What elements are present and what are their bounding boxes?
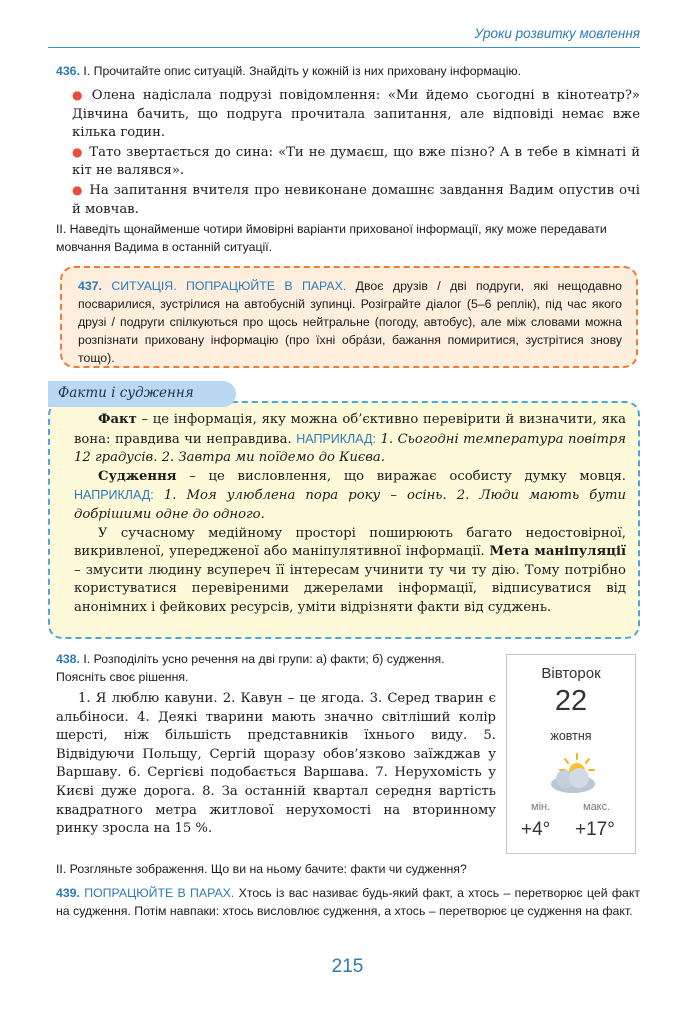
- running-head-title: Уроки розвитку мовлення: [474, 26, 640, 41]
- weather-min-label: мін.: [531, 801, 551, 813]
- task-number: 437.: [78, 279, 102, 293]
- example-label: НАПРИКЛАД:: [74, 488, 154, 503]
- term: Судження: [98, 468, 177, 484]
- example-label: НАПРИКЛАД:: [296, 431, 376, 446]
- paragraph-text: – змусити людину всупереч її інтересам учинити ту чи ту дію. Тому потрібно користуватися перевіреними джерелами інформації, відписуватися від анонімних і фейкових ресурсів, уміти відрізняти факти від суджень.: [74, 562, 626, 615]
- task-436-part2: [56, 220, 640, 256]
- task-number: 439.: [56, 886, 80, 900]
- weather-day: Вівторок: [541, 665, 601, 682]
- term: Факт: [98, 412, 137, 427]
- media-paragraph: [74, 525, 626, 618]
- partly-cloudy-icon: [543, 751, 603, 797]
- task-437-box: [60, 266, 638, 368]
- judgement-definition: [74, 468, 626, 525]
- task-text: ІІ. Розгляньте зображення. Що ви на ньому бачите: факти чи судження?: [56, 862, 467, 876]
- task-439-instruction: [56, 884, 640, 920]
- page-number: 215: [331, 956, 364, 977]
- task-438-sentences: 1. Я люблю кавуни. 2. Кавун – це ягода. 3. Серед тварин є альбіноси. 4. Деякі тварини мають значно світліший колір шерсті, ніж більшість представників їхнього виду. 5. Відвідуючи Польщу, Сергій щоразу обов’язково заїжджав у Варшаву. 6. Сергієві подобається Варшава. 7. Нерухомість у Києві дуже дорога. 8. За останній квартал середня вартість квадратного метра житлової нерухомості на вторинному ринку зросла на 15 %.: [56, 691, 496, 837]
- task-text: Двоє друзів / дві подруги, які нещодавно посварилися, зустрілися на автобусній зупинці. Розіграйте діалог (5–6 реплік), під час якого друзі / подруги спілкуються про щось нейтральне (погоду, автобус), але між словами можна розпізнати приховану інформацію (про їхні обрáзи, бажання помиритися, зустрітися знову тощо).: [78, 279, 622, 365]
- situation-item: [72, 181, 640, 219]
- weather-max-temp: +17°: [575, 819, 615, 840]
- weather-max-label: макс.: [583, 801, 611, 813]
- task-text: І. Розподіліть усно речення на дві групи: а) факти; б) судження. Поясніть своє рішення.: [56, 652, 445, 684]
- example-text: 1. Моя улюблена пора року – осінь. 2. Люди мають бути добрішими одне до одного.: [74, 488, 626, 522]
- task-438-part2: [56, 860, 640, 878]
- situation-text: Олена надіслала подрузі повідомлення: «Ми йдемо сьогодні в кінотеатр?» Дівчина бачить, що подруга прочитала запитання, але відповіді немає вже кілька годин.: [72, 88, 640, 141]
- situation-text: Тато звертається до сина: «Ти не думаєш, що вже пізно? А в тебе в кімнаті й кіт не валявся».: [72, 144, 640, 179]
- situation-item: [72, 143, 640, 181]
- situation-text: На запитання вчителя про невиконане домашнє завдання Вадим опустив очі й мовчав.: [72, 182, 640, 217]
- header-rule: [48, 47, 640, 48]
- definition-text: – це інформація, яку можна об’єктивно перевірити й визначити, яка вона: правдива чи неправдива.: [74, 412, 626, 447]
- fact-definition: [74, 411, 626, 468]
- bullet-icon: ●: [72, 144, 84, 159]
- bullet-icon: ●: [72, 182, 84, 197]
- task-436-situations: [72, 86, 640, 219]
- task-number: 436.: [56, 64, 80, 78]
- weather-card: [506, 654, 636, 854]
- situation-item: [72, 86, 640, 143]
- task-text: І. Прочитайте опис ситуацій. Знайдіть у кожній із них приховану інформацію.: [83, 64, 522, 78]
- definition-text: – це висловлення, що виражає особисту думку мовця.: [176, 468, 626, 484]
- paragraph-text: У сучасному медійному просторі поширюють багато недостовірної, викривленої, упередженої або маніпулятивної інформації.: [74, 525, 626, 560]
- weather-min-temp: +4°: [521, 819, 551, 840]
- task-label: ПОПРАЦЮЙТЕ В ПАРАХ.: [84, 886, 235, 900]
- bullet-icon: ●: [72, 88, 86, 102]
- task-438-instruction: [56, 650, 496, 686]
- running-head: [48, 24, 640, 46]
- task-436-instruction: [56, 62, 640, 80]
- term: Мета маніпуляції: [489, 544, 626, 560]
- task-number: 438.: [56, 652, 80, 666]
- theory-box: [48, 401, 640, 639]
- weather-month: жовтня: [550, 729, 592, 743]
- weather-date: 22: [554, 685, 588, 717]
- section-tab: Факти і судження: [48, 381, 236, 407]
- task-label: СИТУАЦІЯ. ПОПРАЦЮЙТЕ В ПАРАХ.: [111, 279, 347, 293]
- task-text: Хтось із вас називає будь-який факт, а хтось – перетворює цей факт на судження. Потім навпаки: хтось висловлює судження, а хтось – перетворює це судження на факт.: [56, 886, 641, 918]
- example-text: 1. Сьогодні температура повітря 12 градусів. 2. Завтра ми поїдемо до Києва.: [74, 431, 626, 466]
- task-text: ІІ. Наведіть щонайменше чотири ймовірні варіанти прихованої інформації, яку може передавати мовчання Вадима в останній ситуації.: [56, 222, 607, 254]
